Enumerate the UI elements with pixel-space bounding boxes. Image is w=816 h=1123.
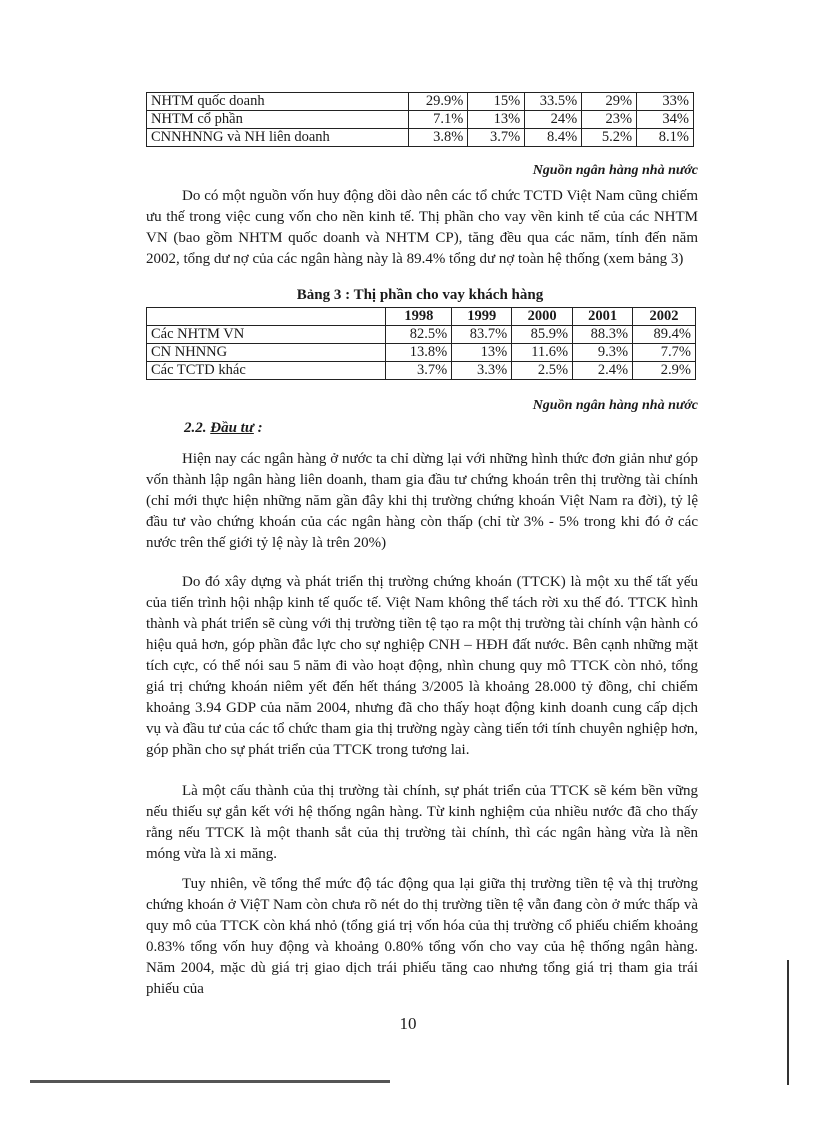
- row-label: CNNHNNG và NH liên doanh: [147, 129, 409, 147]
- year-header: 2001: [573, 308, 633, 326]
- table-cell: 23%: [582, 111, 637, 129]
- table-cell: 3.8%: [409, 129, 468, 147]
- paragraph: Hiện nay các ngân hàng ở nước ta chỉ dừng lại với những hình thức đơn giản như góp vốn thành lập ngân hàng liên doanh, tham gia đầu tư chứng khoán trên thị trường tài chính (chỉ mới thực hiện những năm gần đây khi thị trường chứng khoán Việt Nam ra đời), tỷ lệ đầu tư vào chứng khoán của các ngân hàng còn thấp (chỉ từ 3% - 5% trong khi đó ở các nước trên thế giới tỷ lệ này là trên 20%): [146, 451, 698, 551]
- table-cell: 83.7%: [452, 326, 512, 344]
- section-title: Đầu tư: [210, 420, 254, 436]
- section-suffix: :: [253, 420, 263, 436]
- table-caption: Bảng 3 : Thị phần cho vay khách hàng: [296, 287, 544, 303]
- paragraph: Tuy nhiên, về tổng thể mức độ tác động qua lại giữa thị trường tiền tệ và thị trường chứng khoán ở ViệT Nam còn chưa rõ nét do thị trường tiền tệ vẫn đang còn ở mức thấp và quy mô của TTCK còn khá nhỏ (tổng giá trị vốn hóa của thị trường cổ phiếu chiếm khoảng 0.83% tổng vốn huy động và khoảng 0.80% tổng vốn cho vay của hệ thống ngân hàng. Năm 2004, mặc dù giá trị giao dịch trái phiếu tăng cao nhưng tổng giá trị tham gia trái phiếu của: [146, 876, 698, 997]
- table-cell: 33%: [637, 93, 694, 111]
- table-cell: 3.7%: [386, 362, 452, 380]
- loan-market-share-table: [146, 307, 696, 380]
- table-cell: 29%: [582, 93, 637, 111]
- year-header: 2002: [633, 308, 696, 326]
- table-cell: 11.6%: [512, 344, 573, 362]
- paragraph: Do đó xây dựng và phát triển thị trường chứng khoán (TTCK) là một xu thế tất yếu của tiến trình hội nhập kinh tế quốc tế. Việt Nam không thể tách rời xu thế đó. TTCK hình thành và phát triển sẽ cùng với thị trường tiền tệ tạo ra một thị trường tài chính vận hành có hiệu quả hơn, góp phần đắc lực cho sự nghiệp CNH – HĐH đất nước. Bên cạnh những mặt tích cực, có thể nói sau 5 năm đi vào hoạt động, nhìn chung quy mô TTCK còn nhỏ, tổng giá trị chứng khoán niêm yết đến hết tháng 3/2005 là khoảng 28.000 tỷ đồng, chỉ chiếm khoảng 3.94 GDP của năm 2004, nhưng đã cho thấy hoạt động kinh doanh cung cấp dịch vụ và đầu tư của các tổ chức tham gia thị trường ngày càng tiến tới tính chuyên nghiệp hơn, góp phần cho sự phát triển của TTCK trong tương lai.: [146, 574, 698, 758]
- row-label: Các TCTD khác: [147, 362, 386, 380]
- table-cell: 29.9%: [409, 93, 468, 111]
- table-cell: 13%: [452, 344, 512, 362]
- table-cell: 34%: [637, 111, 694, 129]
- table-cell: 89.4%: [633, 326, 696, 344]
- table-cell: 7.7%: [633, 344, 696, 362]
- table-cell: 85.9%: [512, 326, 573, 344]
- table-row: [147, 93, 694, 111]
- year-header: 2000: [512, 308, 573, 326]
- table-cell: 7.1%: [409, 111, 468, 129]
- table-row: [147, 129, 694, 147]
- table-cell: 2.4%: [573, 362, 633, 380]
- year-header: 1998: [386, 308, 452, 326]
- table-cell: 15%: [468, 93, 525, 111]
- market-share-table-continued: [146, 92, 694, 147]
- table-cell: 3.3%: [452, 362, 512, 380]
- row-label: NHTM cổ phần: [147, 111, 409, 129]
- scan-edge-line: [30, 1080, 390, 1083]
- table-cell: 24%: [525, 111, 582, 129]
- table-cell: 82.5%: [386, 326, 452, 344]
- table-cell: 33.5%: [525, 93, 582, 111]
- year-header: 1999: [452, 308, 512, 326]
- table-cell: 2.9%: [633, 362, 696, 380]
- table-source-note: Nguồn ngân hàng nhà nước: [532, 398, 698, 413]
- table-row: [147, 344, 696, 362]
- table-header-row: [147, 308, 696, 326]
- row-label: Các NHTM VN: [147, 326, 386, 344]
- page-number: 10: [399, 1014, 417, 1033]
- table-cell: 9.3%: [573, 344, 633, 362]
- table-row: [147, 362, 696, 380]
- table-cell: 13%: [468, 111, 525, 129]
- row-label: NHTM quốc doanh: [147, 93, 409, 111]
- table-cell: 8.4%: [525, 129, 582, 147]
- table-cell: 8.1%: [637, 129, 694, 147]
- table-cell: 13.8%: [386, 344, 452, 362]
- row-label: CN NHNNG: [147, 344, 386, 362]
- section-number: 2.2.: [184, 420, 207, 436]
- table-row: [147, 326, 696, 344]
- table-cell: 88.3%: [573, 326, 633, 344]
- paragraph: Là một cấu thành của thị trường tài chính, sự phát triển của TTCK sẽ kém bền vững nếu thiếu sự gắn kết với hệ thống ngân hàng. Từ kinh nghiệm của nhiều nước đã cho thấy rằng nếu TTCK là một thanh sắt của thị trường tài chính, thì các ngân hàng vừa là nền móng vừa là xi măng.: [146, 783, 698, 862]
- header-blank-cell: [147, 308, 386, 326]
- table-cell: 3.7%: [468, 129, 525, 147]
- section-heading: [184, 420, 263, 437]
- table-row: [147, 111, 694, 129]
- table-cell: 5.2%: [582, 129, 637, 147]
- table-cell: 2.5%: [512, 362, 573, 380]
- paragraph: Do có một nguồn vốn huy động dồi dào nên các tổ chức TCTD Việt Nam cũng chiếm ưu thế trong việc cung vốn cho nền kinh tế. Thị phần cho vay vền kinh tế của các NHTM VN (bao gồm NHTM quốc doanh và NHTM CP), tăng đều qua các năm, tính đến năm 2002, tổng dư nợ của các ngân hàng này là 89.4% tổng dư nợ toàn hệ thống (xem bảng 3): [146, 188, 698, 267]
- table-source-note: Nguồn ngân hàng nhà nước: [532, 163, 698, 178]
- scan-edge-line: [787, 960, 789, 1085]
